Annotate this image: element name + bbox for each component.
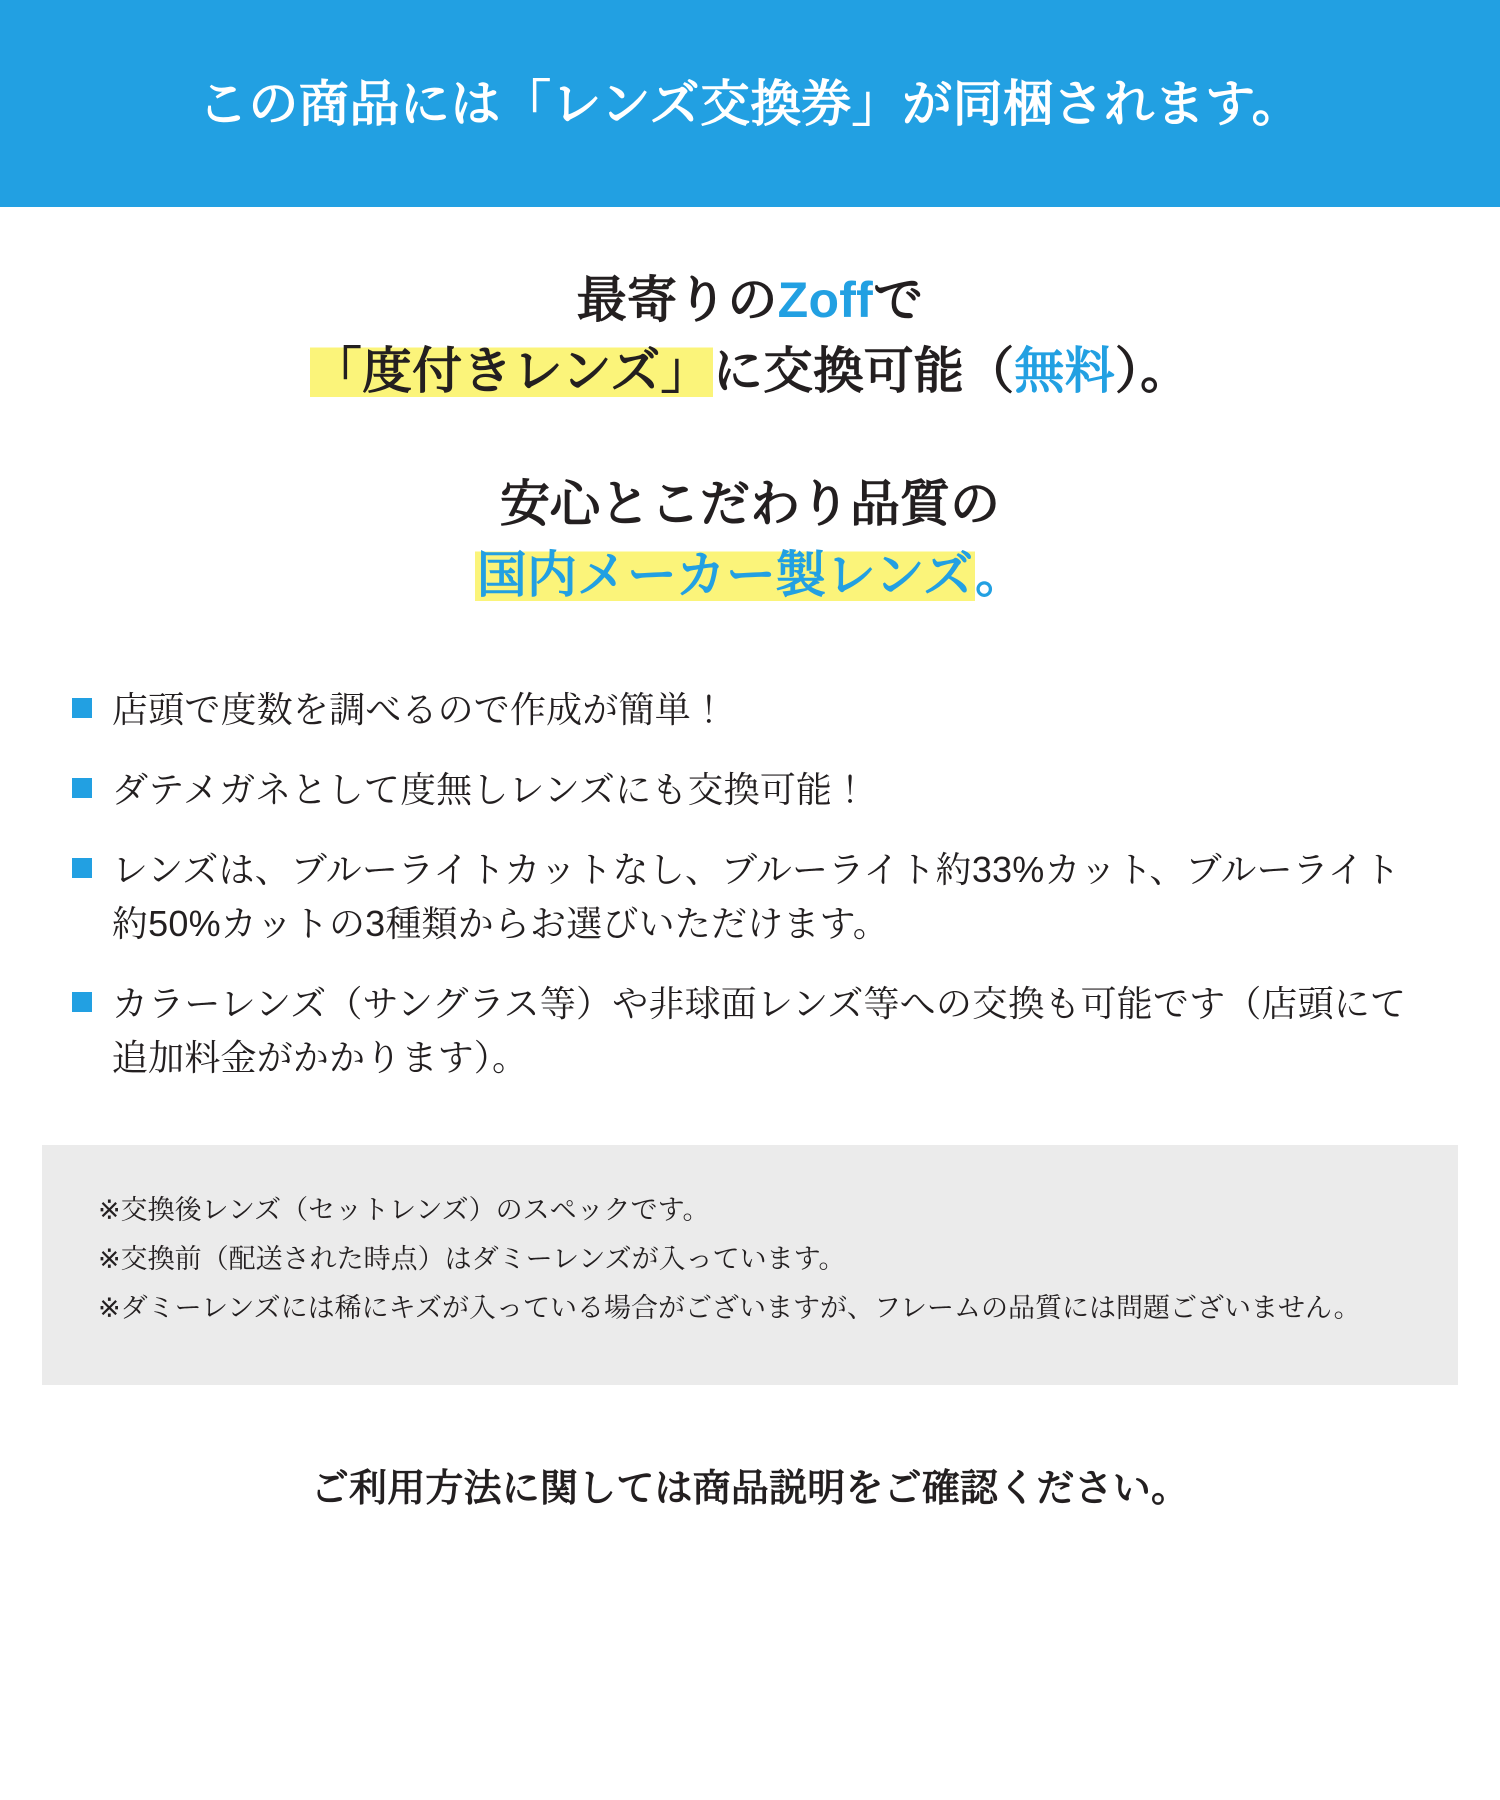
headline-line-1 xyxy=(0,265,1500,336)
banner xyxy=(0,0,1500,207)
list-item-label: ダテメガネとして度無しレンズにも交換可能！ xyxy=(112,769,869,810)
headline-secondary xyxy=(0,469,1500,611)
list-item xyxy=(72,683,1410,737)
square-bullet-icon xyxy=(72,992,92,1012)
list-item-label: カラーレンズ（サングラス等）や非球面レンズ等への交換も可能です（店頭にて追加料金がかかります）。 xyxy=(112,983,1407,1078)
headline-line1-prefix: 最寄りの xyxy=(576,272,778,328)
note-text: 交換前（配送された時点）はダミーレンズが入っています。 xyxy=(120,1244,846,1275)
square-bullet-icon xyxy=(72,778,92,798)
note-item xyxy=(98,1189,1402,1232)
note-text: ダミーレンズには稀にキズが入っている場合がございますが、フレームの品質には問題ございません。 xyxy=(120,1293,1361,1324)
headline2-highlight-domestic-lens: 国内メーカー製レンズ xyxy=(476,547,974,603)
feature-list xyxy=(0,683,1500,1085)
note-text: 交換後レンズ（セットレンズ）のスペックです。 xyxy=(120,1195,710,1225)
headline2-line-1: 安心とこだわり品質の xyxy=(500,476,1000,532)
headline-line1-suffix: で xyxy=(873,272,924,328)
list-item-label: レンズは、ブルーライトカットなし、ブルーライト約33%カット、ブルーライト約50%カットの3種類からお選びいただけます。 xyxy=(112,849,1401,944)
note-item xyxy=(98,1287,1402,1330)
note-mark: ※ xyxy=(98,1293,121,1324)
headline-primary xyxy=(0,265,1500,407)
note-item xyxy=(98,1238,1402,1281)
note-mark: ※ xyxy=(98,1244,121,1275)
headline-line-2 xyxy=(0,336,1500,407)
headline-highlight-lens: 「度付きレンズ」 xyxy=(311,343,711,399)
list-item xyxy=(72,843,1410,951)
footer-note: ご利用方法に関しては商品説明をご確認ください。 xyxy=(310,1467,1190,1510)
notes-box xyxy=(42,1145,1458,1385)
square-bullet-icon xyxy=(72,698,92,718)
list-item xyxy=(72,763,1410,817)
headline-free-label: 無料 xyxy=(1014,343,1115,399)
headline2-line-2 xyxy=(0,540,1500,611)
square-bullet-icon xyxy=(72,858,92,878)
brand-name: Zoff xyxy=(777,272,874,328)
headline2-line2-suffix: 。 xyxy=(975,547,1026,603)
headline-line2-part2: に交換可能（ xyxy=(712,343,1015,399)
list-item xyxy=(72,977,1410,1085)
list-item-label: 店頭で度数を調べるので作成が簡単！ xyxy=(112,689,728,730)
note-mark: ※ xyxy=(98,1195,121,1225)
banner-text: この商品には「レンズ交換券」が同梱されます。 xyxy=(197,75,1303,132)
headline-line2-part3: ）。 xyxy=(1114,343,1191,399)
